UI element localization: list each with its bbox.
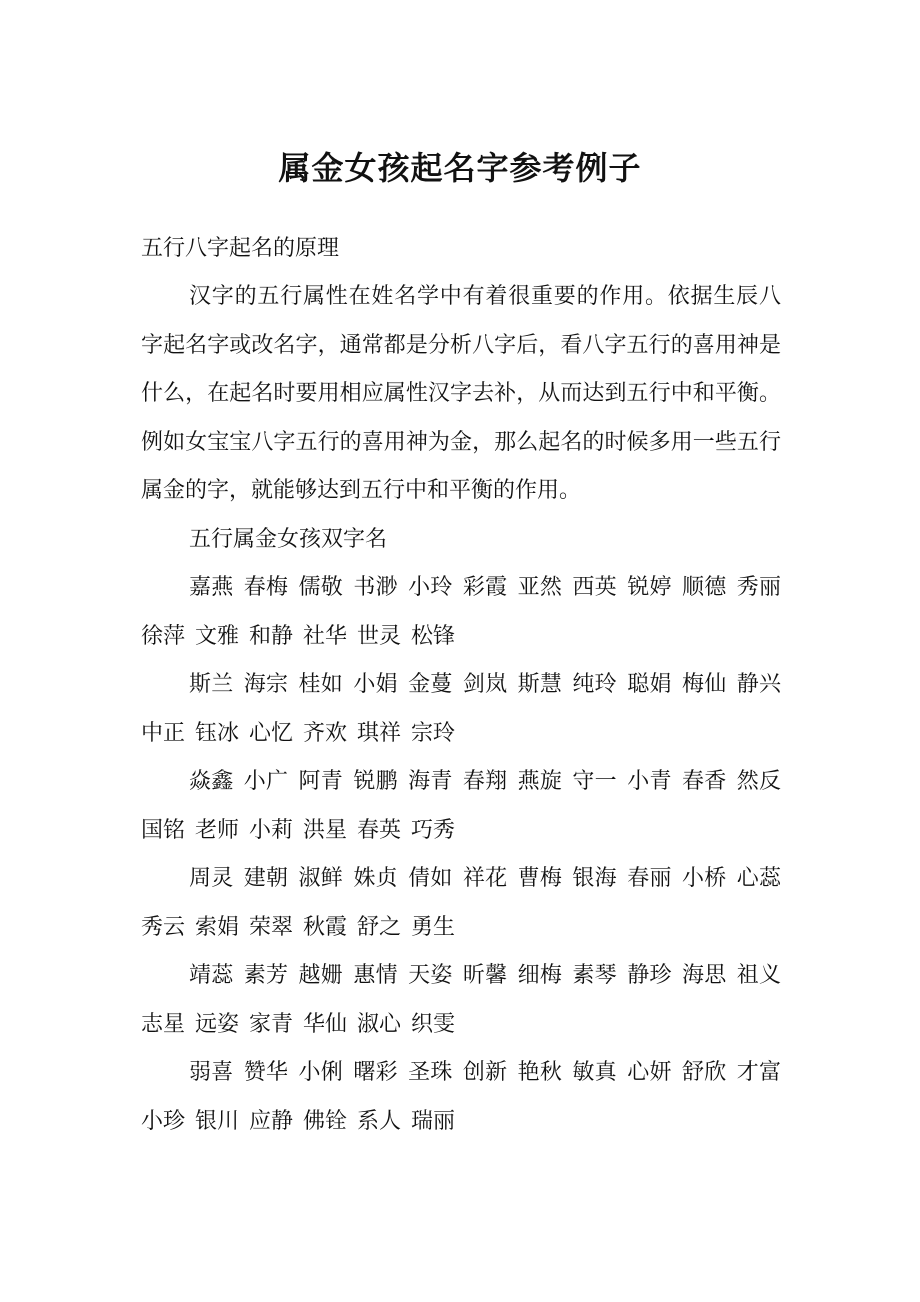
name-group: 焱鑫 小广 阿青 锐鹏 海青 春翔 燕旋 守一 小青 春香 然反 国铭 老师 小莉 洪星 春英 巧秀 — [141, 769, 781, 843]
name-group: 靖蕊 素芳 越姗 惠情 天姿 昕馨 细梅 素琴 静珍 海思 祖义 志星 远姿 家青 华仙 淑心 织雯 — [141, 963, 781, 1037]
document-body — [141, 273, 781, 1146]
name-group: 周灵 建朝 淑鲜 姝贞 倩如 祥花 曹梅 银海 春丽 小桥 心蕊 秀云 索娟 荣翠 秋霞 舒之 勇生 — [141, 866, 781, 940]
document-title: 属金女孩起名字参考例子 — [278, 149, 642, 187]
name-group: 斯兰 海宗 桂如 小娟 金蔓 剑岚 斯慧 纯玲 聪娟 梅仙 静兴 中正 钰冰 心忆 齐欢 琪祥 宗玲 — [141, 672, 781, 746]
section-heading: 五行八字起名的原理 — [141, 236, 340, 261]
name-group: 弱喜 赞华 小俐 曙彩 圣珠 创新 艳秋 敏真 心妍 舒欣 才富 小珍 银川 应静 佛铨 系人 瑞丽 — [141, 1060, 781, 1134]
names-subheading: 五行属金女孩双字名 — [189, 526, 388, 552]
intro-paragraph: 汉字的五行属性在姓名学中有着很重要的作用。依据生辰八字起名字或改名字，通常都是分析八字后，看八字五行的喜用神是什么，在起名时要用相应属性汉字去补，从而达到五行中和平衡。例如女宝宝八字五行的喜用神为金，那么起名的时候多用一些五行属金的字，就能够达到五行中和平衡的作用。 — [141, 284, 781, 503]
name-group: 嘉燕 春梅 儒敬 书渺 小玲 彩霞 亚然 西英 锐婷 顺德 秀丽 徐萍 文雅 和静 社华 世灵 松锋 — [141, 575, 781, 649]
